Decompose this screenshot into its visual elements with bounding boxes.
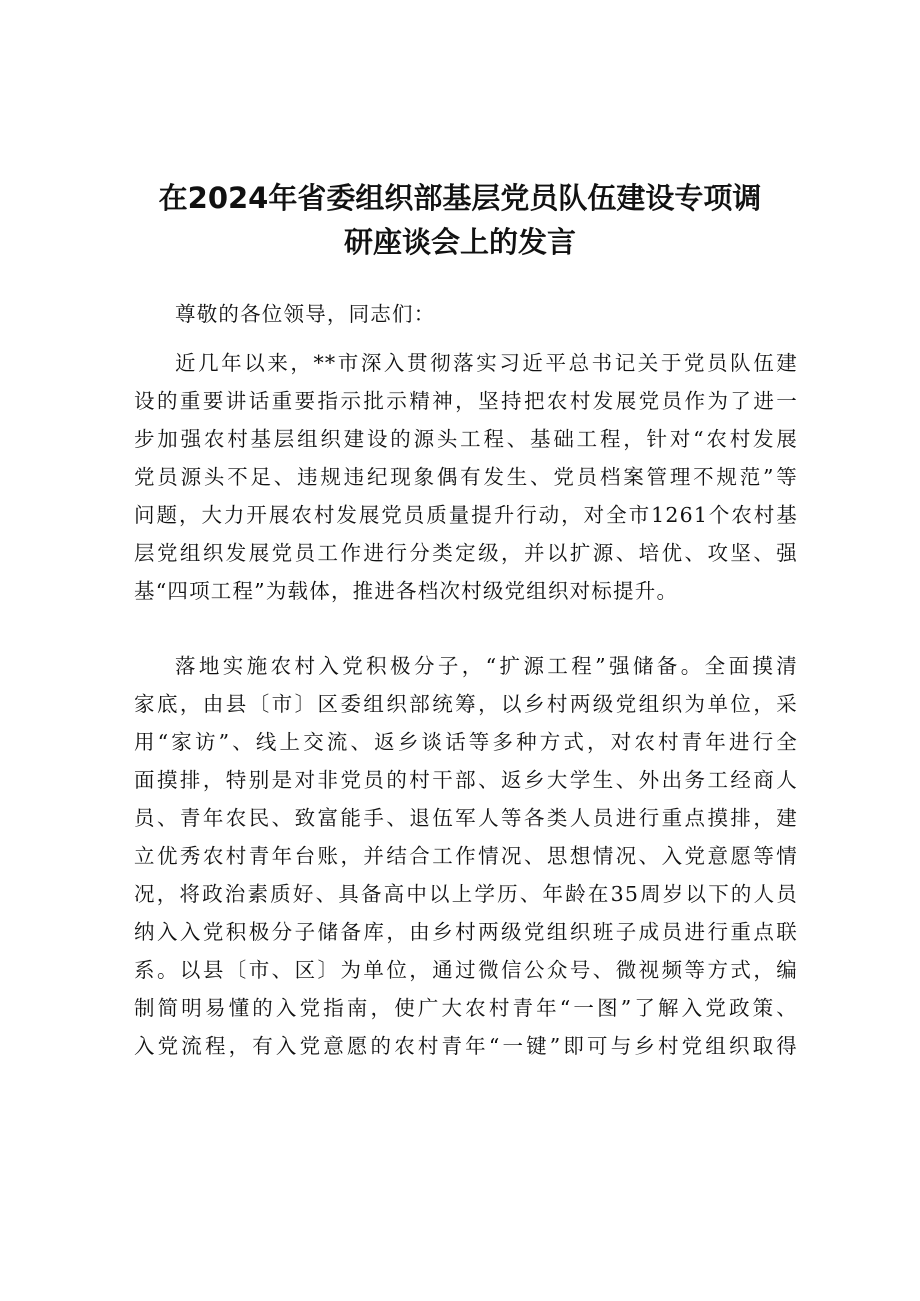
paragraph-line: 家底，由县〔市〕区委组织部统筹，以乡村两级党组织为单位，采 bbox=[134, 692, 798, 716]
paragraph-line: 近几年以来，**市深入贯彻落实习近平总书记关于党员队伍建 bbox=[175, 351, 798, 375]
title-line-1: 在2024年省委组织部基层党员队伍建设专项调 bbox=[158, 181, 762, 215]
title-line-2: 研座谈会上的发言 bbox=[343, 225, 576, 259]
greeting: 尊敬的各位领导，同志们： bbox=[175, 302, 436, 326]
paragraph-line: 立优秀农村青年台账，并结合工作情况、思想情况、入党意愿等情 bbox=[134, 844, 798, 868]
paragraph-line: 况，将政治素质好、具备高中以上学历、年龄在35周岁以下的人员 bbox=[134, 882, 798, 906]
paragraph-line: 纳入入党积极分子储备库，由乡村两级党组织班子成员进行重点联 bbox=[134, 920, 798, 944]
paragraph-line: 层党组织发展党员工作进行分类定级，并以扩源、培优、攻坚、强 bbox=[134, 541, 798, 565]
paragraph-line: 问题，大力开展农村发展党员质量提升行动，对全市1261个农村基 bbox=[134, 503, 798, 527]
paragraph-line: 用“家访”、线上交流、返乡谈话等多种方式，对农村青年进行全 bbox=[134, 730, 798, 754]
paragraph-line: 入党流程，有入党意愿的农村青年“一键”即可与乡村党组织取得 bbox=[134, 1034, 798, 1058]
paragraph-2 bbox=[134, 647, 798, 1065]
paragraph-line: 基“四项工程”为载体，推进各档次村级党组织对标提升。 bbox=[134, 579, 679, 603]
paragraph-line: 步加强农村基层组织建设的源头工程、基础工程，针对“农村发展 bbox=[134, 427, 798, 451]
paragraph-line: 设的重要讲话重要指示批示精神，坚持把农村发展党员作为了进一 bbox=[134, 389, 798, 413]
paragraph-line: 面摸排，特别是对非党员的村干部、返乡大学生、外出务工经商人 bbox=[134, 768, 798, 792]
paragraph-line: 系。以县〔市、区〕为单位，通过微信公众号、微视频等方式，编 bbox=[134, 958, 798, 982]
paragraph-line: 落地实施农村入党积极分子，“扩源工程”强储备。全面摸清 bbox=[175, 654, 798, 678]
paragraph-line: 制简明易懂的入党指南，使广大农村青年“一图”了解入党政策、 bbox=[134, 996, 798, 1020]
paragraph-1 bbox=[134, 344, 798, 610]
paragraph-line: 党员源头不足、违规违纪现象偶有发生、党员档案管理不规范”等 bbox=[134, 465, 798, 489]
document-title bbox=[130, 176, 790, 264]
paragraph-line: 员、青年农民、致富能手、退伍军人等各类人员进行重点摸排，建 bbox=[134, 806, 798, 830]
